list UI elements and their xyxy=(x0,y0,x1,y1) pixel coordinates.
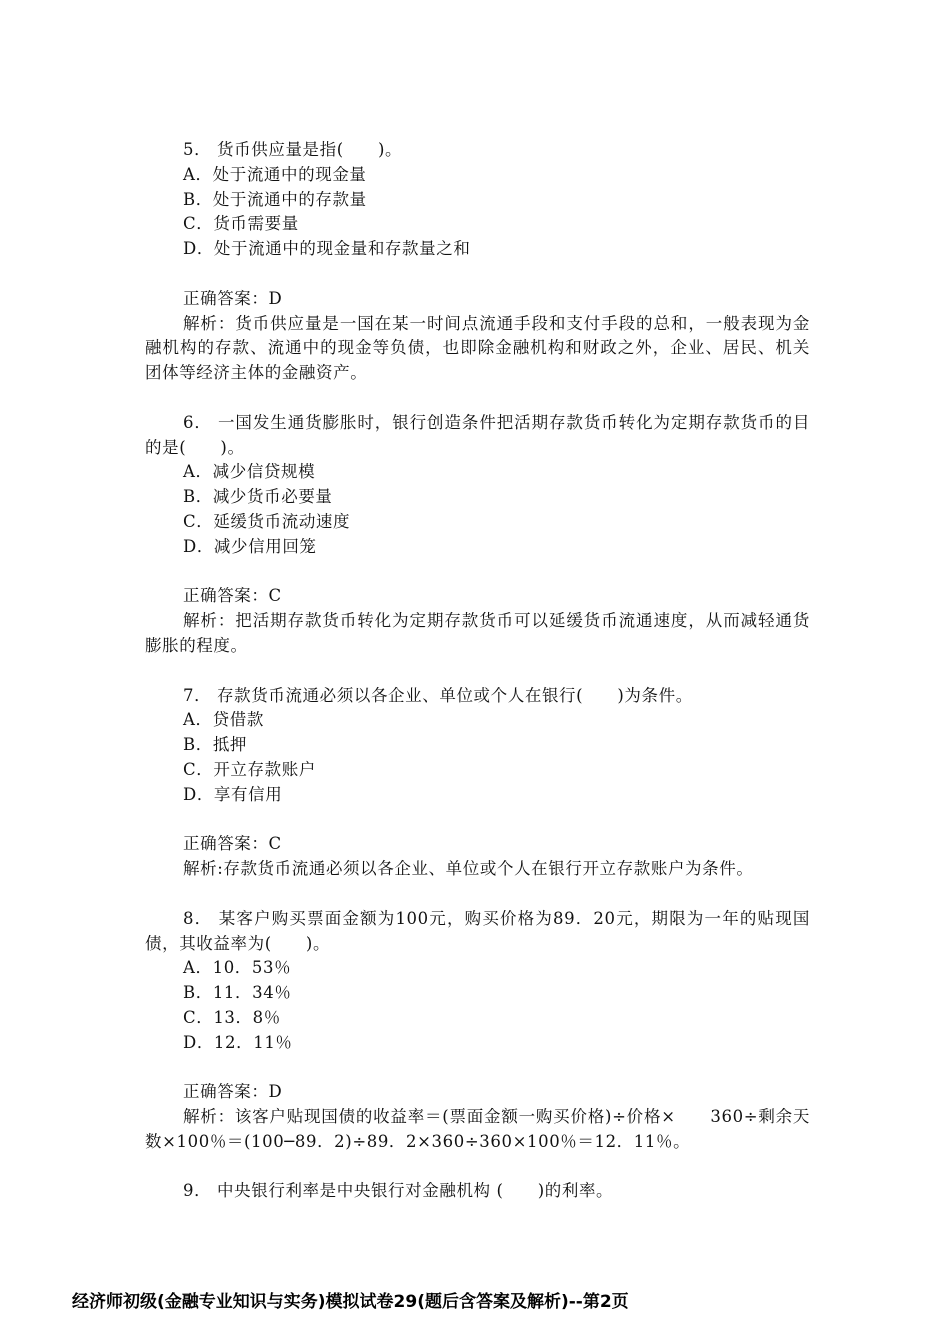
correct-answer: 正确答案：D xyxy=(183,1082,283,1102)
question-stem: 9． 中央银行利率是中央银行对金融机构 ( )的利率。 xyxy=(183,1181,614,1201)
question-stem: 6． 一国发生通货膨胀时，银行创造条件把活期存款货币转化为定期存款货币的目的是( )。 xyxy=(145,412,810,457)
option-b: B．抵押 xyxy=(183,735,248,755)
question-list xyxy=(145,138,810,1204)
option-b: B．11．34％ xyxy=(183,983,292,1003)
option-c: C．延缓货币流动速度 xyxy=(183,511,351,531)
option-c: C．13．8％ xyxy=(183,1007,281,1027)
option-b: B．减少货币必要量 xyxy=(183,487,333,507)
option-d: D．12．11％ xyxy=(183,1032,293,1052)
question-stem: 7． 存款货币流通必须以各企业、单位或个人在银行( )为条件。 xyxy=(183,685,693,705)
option-b: B．处于流通中的存款量 xyxy=(183,189,367,209)
question-9 xyxy=(145,1179,810,1204)
option-c: C．货币需要量 xyxy=(183,214,299,234)
option-a: A．处于流通中的现金量 xyxy=(183,164,367,184)
answer-analysis: 解析：把活期存款货币转化为定期存款货币可以延缓货币流通速度，从而减轻通货膨胀的程度。 xyxy=(145,611,810,655)
answer-analysis: 解析：货币供应量是一国在某一时间点流通手段和支付手段的总和，一般表现为金融机构的存款、流通中的现金等负债，也即除金融机构和财政之外，企业、居民、机关团体等经济主体的金融资产。 xyxy=(145,313,810,383)
correct-answer: 正确答案：D xyxy=(183,288,283,308)
question-6 xyxy=(145,411,810,684)
answer-analysis: 解析：该客户贴现国债的收益率＝(票面金额一购买价格)÷价格× 360÷剩余天数×100％＝(100─89．2)÷89．2×360÷360×100％＝12．11％。 xyxy=(145,1107,810,1151)
option-d: D．减少信用回笼 xyxy=(183,536,317,556)
question-8 xyxy=(145,907,810,1180)
option-c: C．开立存款账户 xyxy=(183,759,316,779)
question-5 xyxy=(145,138,810,411)
answer-analysis: 解析:存款货币流通必须以各企业、单位或个人在银行开立存款账户为条件。 xyxy=(183,859,754,879)
question-stem: 8． 某客户购买票面金额为100元，购买价格为89．20元，期限为一年的贴现国债，其收益率为( )。 xyxy=(145,908,810,953)
option-a: A．减少信贷规模 xyxy=(183,462,316,482)
option-a: A．贷借款 xyxy=(183,710,264,730)
question-7 xyxy=(145,684,810,907)
option-a: A．10．53％ xyxy=(183,958,292,978)
option-d: D．享有信用 xyxy=(183,784,283,804)
question-stem: 5． 货币供应量是指( )。 xyxy=(183,140,403,159)
correct-answer: 正确答案：C xyxy=(183,586,282,606)
option-d: D．处于流通中的现金量和存款量之和 xyxy=(183,239,471,259)
page-footer: 经济师初级(金融专业知识与实务)模拟试卷29(题后含答案及解析)--第2页 xyxy=(72,1292,629,1312)
correct-answer: 正确答案：C xyxy=(183,834,282,854)
